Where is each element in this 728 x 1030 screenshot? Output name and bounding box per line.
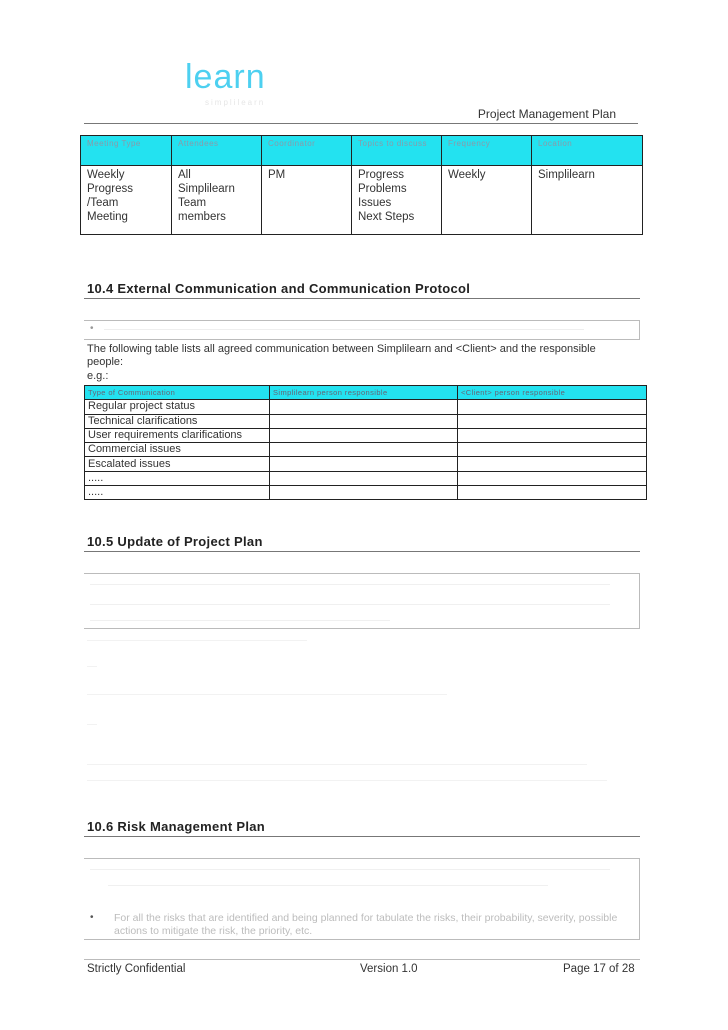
table-cell [458, 443, 647, 457]
footer-version: Version 1.0 [360, 963, 418, 975]
table-cell [270, 457, 458, 471]
table-row [85, 486, 647, 500]
communication-table-header [85, 386, 647, 400]
table-cell [458, 428, 647, 442]
table-cell [458, 471, 647, 485]
table-cell [270, 443, 458, 457]
faint-instruction-box: • [84, 320, 640, 340]
risk-bullet-text: For all the risks that are identified and being planned for tabulate the risks, their probability, severity, possible actions to mitigate the risk, the priority, etc. [114, 912, 618, 937]
table-cell: ..... [85, 486, 270, 500]
table-cell: Regular project status [85, 400, 270, 414]
risk-instruction-box [84, 858, 640, 940]
header-divider [84, 123, 638, 124]
table-cell [270, 400, 458, 414]
table-cell: Technical clarifications [85, 414, 270, 428]
faint-text-block [87, 640, 617, 790]
column-header: Frequency [442, 136, 532, 166]
table-row [85, 414, 647, 428]
table-cell: Simplilearn [532, 166, 643, 235]
table-cell [458, 400, 647, 414]
table-row [85, 400, 647, 414]
logo-tagline: simplilearn [205, 98, 266, 107]
footer-divider [84, 959, 640, 960]
table-row [85, 471, 647, 485]
section-heading-10-5: 10.5 Update of Project Plan [87, 534, 263, 549]
section-divider [84, 836, 640, 837]
table-cell [270, 428, 458, 442]
table-cell: PM [262, 166, 352, 235]
table-cell: All Simplilearn Team members [172, 166, 262, 235]
company-logo: learn [185, 58, 266, 96]
meeting-table-header [81, 136, 643, 166]
footer-confidential: Strictly Confidential [87, 963, 186, 975]
table-cell: Weekly [442, 166, 532, 235]
table-row [81, 166, 643, 235]
table-cell: Progress Problems Issues Next Steps [352, 166, 442, 235]
column-header: Location [532, 136, 643, 166]
table-cell: ..... [85, 471, 270, 485]
bullet-icon: • [90, 912, 94, 923]
table-cell: Escalated issues [85, 457, 270, 471]
table-cell [270, 486, 458, 500]
section-divider [84, 298, 640, 299]
section-divider [84, 551, 640, 552]
table-cell: Weekly Progress /Team Meeting [81, 166, 172, 235]
faint-instruction-box [84, 573, 640, 629]
footer-page-number: Page 17 of 28 [563, 963, 635, 975]
column-header: Simplilearn person responsible [270, 386, 458, 400]
table-row [85, 457, 647, 471]
section-10-4-intro: The following table lists all agreed communication between Simplilearn and <Client> and the responsible people: [87, 343, 596, 368]
column-header: Coordinator [262, 136, 352, 166]
document-title: Project Management Plan [477, 107, 616, 121]
table-cell [458, 486, 647, 500]
table-cell [270, 414, 458, 428]
column-header: Attendees [172, 136, 262, 166]
column-header: Meeting Type [81, 136, 172, 166]
table-cell: User requirements clarifications [85, 428, 270, 442]
section-heading-10-4: 10.4 External Communication and Communication Protocol [87, 281, 471, 296]
table-row [85, 443, 647, 457]
column-header: Topics to discuss [352, 136, 442, 166]
table-cell: Commercial issues [85, 443, 270, 457]
table-cell [458, 414, 647, 428]
column-header: Type of Communication [85, 386, 270, 400]
table-cell [270, 471, 458, 485]
meeting-table [80, 135, 643, 235]
example-label: e.g.: [87, 370, 109, 382]
table-row [85, 428, 647, 442]
communication-table [84, 385, 647, 500]
section-heading-10-6: 10.6 Risk Management Plan [87, 819, 266, 834]
table-cell [458, 457, 647, 471]
column-header: <Client> person responsible [458, 386, 647, 400]
